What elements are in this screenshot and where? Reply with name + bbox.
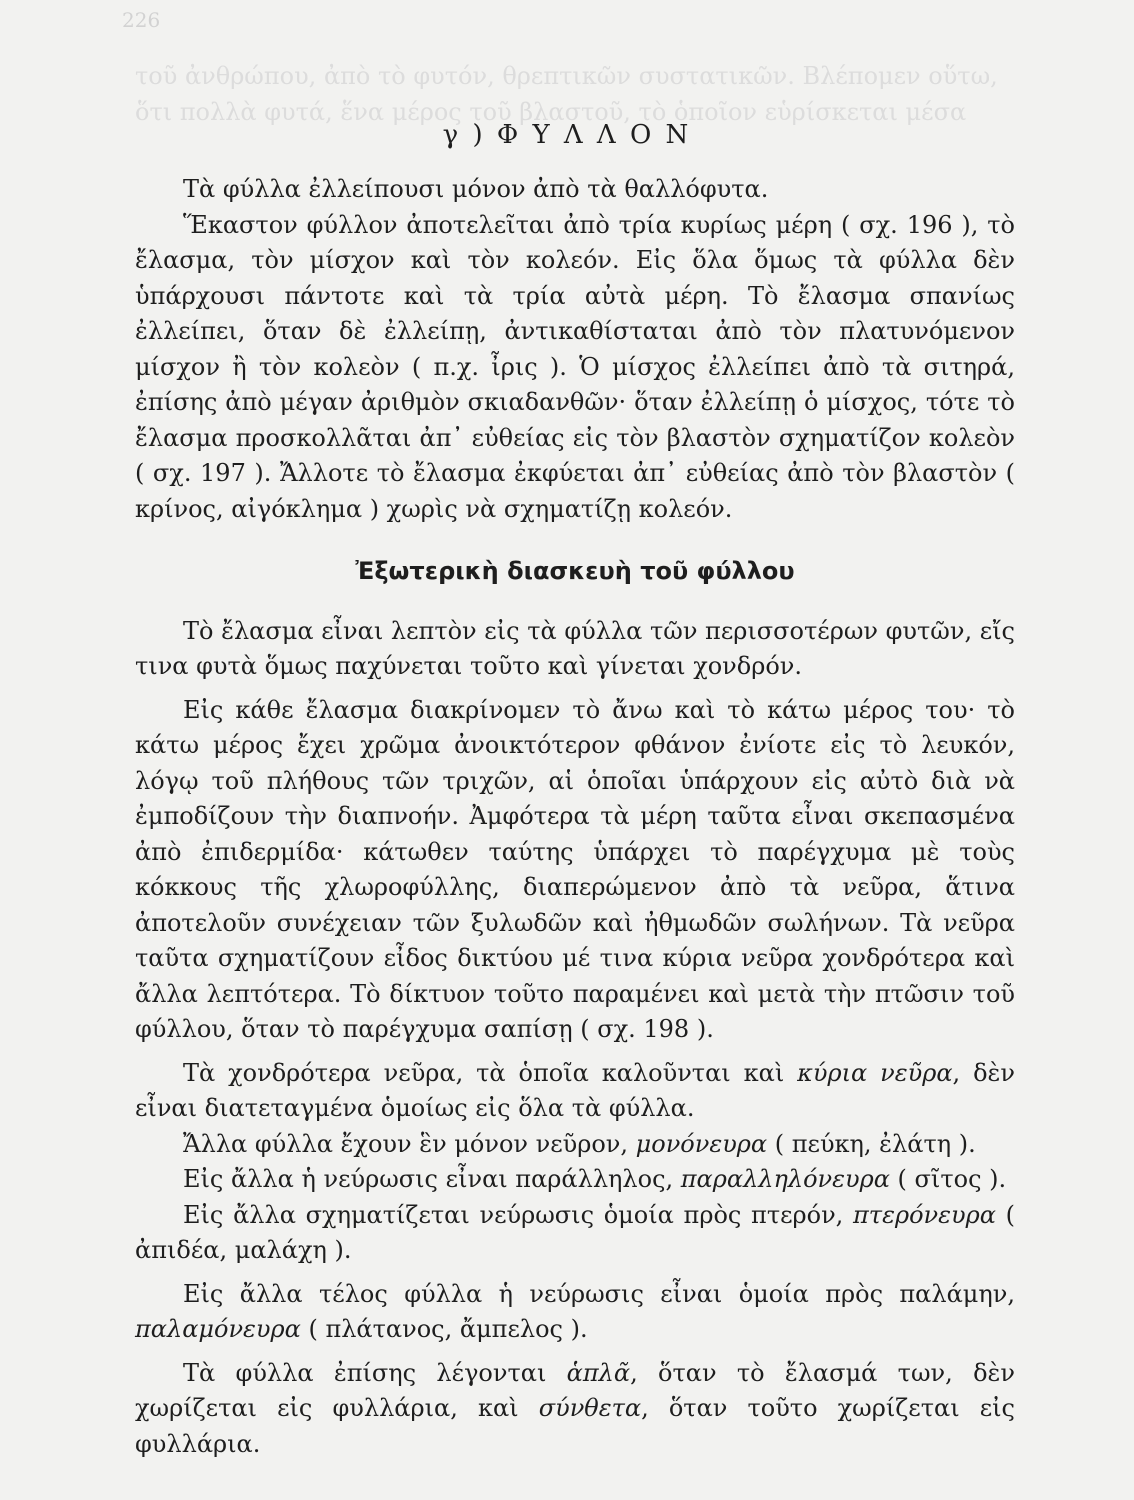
paragraph-text: Ἄλλα φύλλα ἔχουν ἓν μόνον νεῦρον, [183,1129,628,1158]
emphasized-term: ἁπλᾶ [566,1358,631,1387]
paragraph-text: , ὅταν τὸ ἔλασμά των, δὲν χωρίζεται εἰς φυλλάρια, καὶ [135,1358,1015,1422]
paragraph-text: Τὰ φύλλα ἐπίσης λέγονται [183,1358,547,1387]
paragraph [135,1198,1015,1269]
paragraph: Εἰς κάθε ἔλασμα διακρίνομεν τὸ ἄνω καὶ τὸ κάτω μέρος του· τὸ κάτω μέρος ἔχει χρῶμα ἀνοικτότερον φθάνον ἐνίοτε εἰς τὸ λευκόν, λόγῳ τοῦ πλήθους τῶν τριχῶν, αἱ ὁποῖαι ὑπάρχουν εἰς αὐτὸ διὰ νὰ ἐμποδίζουν τὴν διαπνοήν. Ἀμφότερα τὰ μέρη ταῦτα εἶναι σκεπασμένα ἀπὸ ἐπιδερμίδα· κάτωθεν ταύτης ὑπάρχει τὸ παρέγχυμα μὲ τοὺς κόκκους τῆς χλωροφύλλης, διαπερώμενον ἀπὸ τὰ νεῦρα, ἅτινα ἀποτελοῦν συνέχειαν τῶν ξυλωδῶν καὶ ἠθμωδῶν σωλήνων. Τὰ νεῦρα ταῦτα σχηματίζουν εἶδος δικτύου μέ τινα κύρια νεῦρα χονδρότερα καὶ ἄλλα λεπτότερα. Τὸ δίκτυον τοῦτο παραμένει καὶ μετὰ τὴν πτῶσιν τοῦ φύλλου, ὅταν τὸ παρέγχυμα σαπίσῃ ( σχ. 198 ). [135,695,1015,1043]
paragraph-text: Εἰς ἄλλα ἡ νεύρωσις εἶναι παράλληλος, [183,1165,674,1193]
bleed-through-line: ὅτι πολλὰ φυτά, ἕνα μέρος τοῦ βλαστοῦ, τὸ ὁποῖον εὑρίσκεται μέσα [135,98,967,126]
emphasized-term: σύνθετα [538,1394,642,1422]
paragraph: Τὸ ἔλασμα εἶναι λεπτὸν εἰς τὰ φύλλα τῶν περισσοτέρων φυτῶν, εἴς τινα φυτὰ ὅμως παχύνεται τοῦτο καὶ γίνεται χονδρόν. [135,616,1015,680]
paragraph-text: , ὅταν τοῦτο χωρίζεται εἰς φυλλάρια. [135,1394,1015,1458]
paragraph [135,1162,1015,1198]
paragraph-text: Εἰς ἄλλα σχηματίζεται νεύρωσις ὁμοία πρὸς πτερόν, [183,1200,844,1229]
paragraph [135,1356,1015,1463]
page-number: 226 [122,8,161,32]
paragraph [135,1277,1015,1348]
paragraph-text: Εἰς ἄλλα τέλος φύλλα ἡ νεύρωσις εἶναι ὁμοία πρὸς παλάμην, [183,1279,1015,1308]
paragraph [135,1056,1015,1127]
paragraph-text: ( σῖτος ). [889,1165,1007,1193]
paragraph-text: Τὰ χονδρότερα νεῦρα, τὰ ὁποῖα καλοῦνται καὶ [183,1058,785,1087]
emphasized-term: πτερόνευρα [853,1200,996,1229]
emphasized-term: μονόνευρα [635,1129,768,1158]
section-title: γ ) Φ Υ Λ Λ Ο Ν [442,120,692,150]
emphasized-term: παραλληλόνευρα [680,1165,890,1193]
paragraph: Ἕκαστον φύλλον ἀποτελεῖται ἀπὸ τρία κυρίως μέρη ( σχ. 196 ), τὸ ἔλασμα, τὸν μίσχον καὶ τὸν κολεόν. Εἰς ὅλα ὅμως τὰ φύλλα δὲν ὑπάρχουσι πάντοτε καὶ τὰ τρία αὐτὰ μέρη. Τὸ ἔλασμα σπανίως ἐλλείπει, ὅταν δὲ ἐλλείπῃ, ἀντικαθίσταται ἀπὸ τὸν πλατυνόμενον μίσχον ἢ τὸν κολεὸν ( π.χ. ἶρις ). Ὁ μίσχος ἐλλείπει ἀπὸ τὰ σιτηρά, ἐπίσης ἀπὸ μέγαν ἀριθμὸν σκιαδανθῶν· ὅταν ἐλλείπῃ ὁ μίσχος, τότε τὸ ἔλασμα προσκολλᾶται ἀπ᾽ εὐθείας εἰς τὸν βλαστὸν σχηματίζον κολεὸν ( σχ. 197 ). Ἄλλοτε τὸ ἔλασμα ἐκφύεται ἀπ᾽ εὐθείας ἀπὸ τὸν βλαστὸν ( κρίνος, αἰγόκλημα ) χωρὶς νὰ σχηματίζῃ κολεόν. [135,210,1015,523]
paragraph-text: ( ἀπιδέα, μαλάχη ). [135,1200,1015,1264]
paragraph-text: , δὲν εἶναι διατεταγμένα ὁμοίως εἰς ὅλα τὰ φύλλα. [135,1058,1015,1122]
paragraph-text: ( πλάτανος, ἄμπελος ). [300,1315,588,1343]
emphasized-term: παλαμόνευρα [135,1315,301,1343]
paragraph: Τὰ φύλλα ἐλλείπουσι μόνον ἀπὸ τὰ θαλλόφυτα. [183,175,769,203]
emphasized-term: κύρια νεῦρα [797,1058,953,1087]
bleed-through-line: τοῦ ἀνθρώπου, ἀπὸ τὸ φυτόν, θρεπτικῶν συστατικῶν. Βλέπομεν οὕτω, [135,62,998,90]
paragraph [135,1127,1015,1163]
subheading: Ἐξωτερικὴ διασκευὴ τοῦ φύλλου [355,557,795,585]
body-text [135,172,1015,1462]
paragraph-text: ( πεύκη, ἐλάτη ). [767,1129,976,1158]
